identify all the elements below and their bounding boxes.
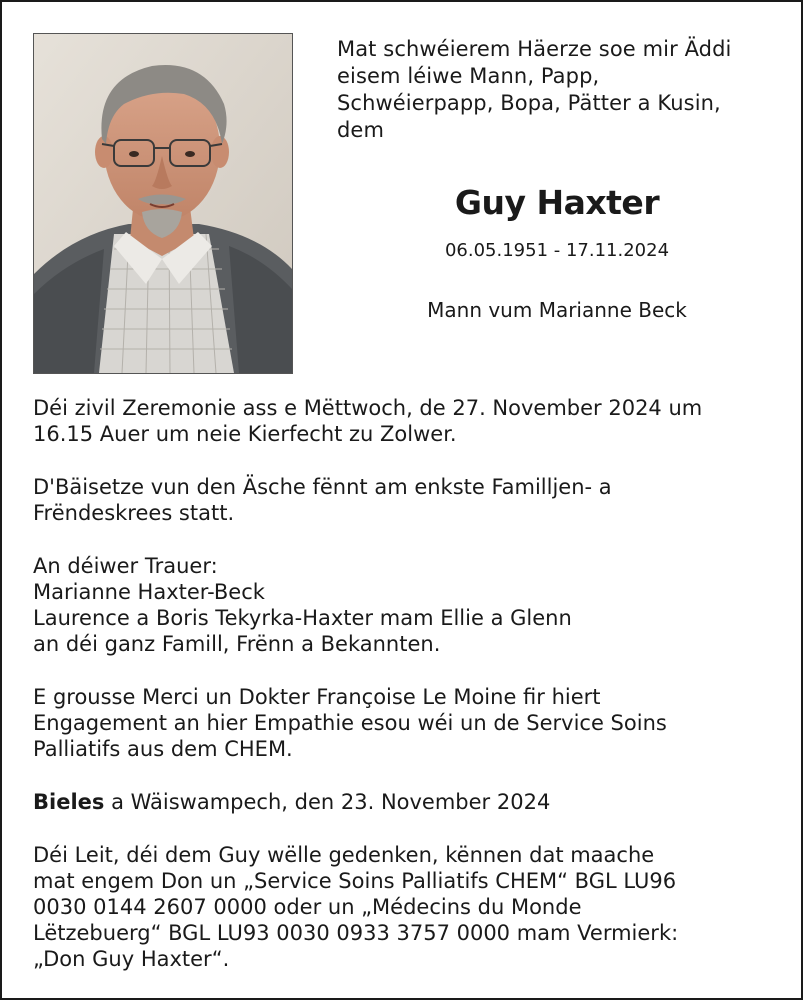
donation-line: „Don Guy Haxter“. [33, 947, 230, 971]
donation-line: Lëtzebuerg“ BGL LU93 0030 0933 3757 0000 mam Vermierk: [33, 921, 679, 945]
burial-line: D'Bäisetze vun den Äsche fënnt am enkste Familljen- a [33, 475, 612, 499]
ceremony-line: Déi zivil Zeremonie ass e Mëttwoch, de 27. November 2024 um [33, 396, 703, 420]
ceremony-line: 16.15 Auer um neie Kierfecht zu Zolwer. [33, 422, 457, 446]
donation-paragraph [33, 842, 793, 972]
place-name: Bieles [33, 790, 105, 814]
mourners-line: Marianne Haxter-Beck [33, 580, 265, 604]
intro-line: eisem léiwe Mann, Papp, [337, 64, 600, 88]
notice-body [33, 395, 793, 999]
burial-paragraph [33, 474, 793, 526]
place-date-rest: a Wäiswampech, den 23. November 2024 [104, 790, 551, 814]
deceased-name: Guy Haxter [454, 183, 660, 222]
burial-line: Frëndeskrees statt. [33, 501, 235, 525]
mourners-paragraph [33, 553, 793, 657]
portrait-photo [33, 33, 293, 374]
thanks-line: E grousse Merci un Dokter Françoise Le Moine fir hiert [33, 685, 601, 709]
spouse-line: Mann vum Marianne Beck [427, 298, 687, 322]
place-date-line [33, 789, 793, 815]
mourners-line: an déi ganz Famill, Frënn a Bekannten. [33, 632, 441, 656]
mourners-line: Laurence a Boris Tekyrka-Haxter mam Ellie a Glenn [33, 606, 572, 630]
life-dates: 06.05.1951 - 17.11.2024 [444, 240, 670, 261]
mourners-line: An déiwer Trauer: [33, 554, 218, 578]
intro-line: dem [337, 118, 385, 142]
thanks-line: Engagement an hier Empathie esou wéi un de Service Soins [33, 711, 667, 735]
thanks-line: Palliatifs aus dem CHEM. [33, 737, 293, 761]
place-date-paragraph [33, 789, 793, 815]
donation-line: Déi Leit, déi dem Guy wëlle gedenken, kënnen dat maache [33, 843, 655, 867]
intro-text [337, 36, 777, 144]
donation-line: mat engem Don un „Service Soins Palliatifs CHEM“ BGL LU96 [33, 869, 677, 893]
thanks-paragraph [33, 684, 793, 762]
intro-line: Schwéierpapp, Bopa, Pätter a Kusin, [337, 91, 721, 115]
intro-line: Mat schwéierem Häerze soe mir Äddi [337, 37, 732, 61]
ceremony-paragraph [33, 395, 793, 447]
donation-line: 0030 0144 2607 0000 oder un „Médecins du Monde [33, 895, 582, 919]
